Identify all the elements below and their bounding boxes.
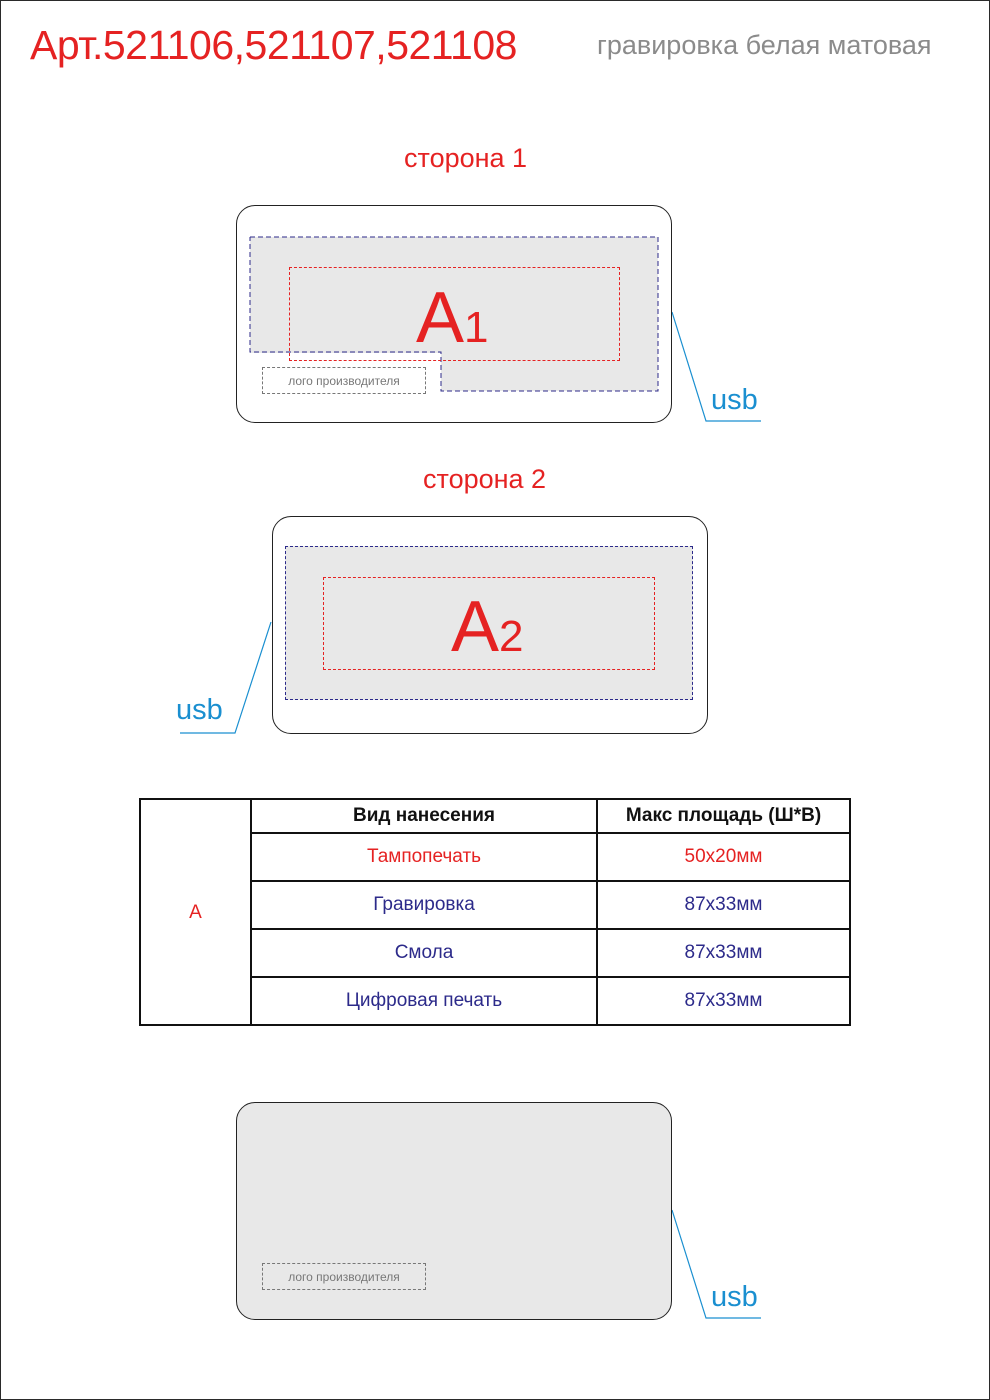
side2-label: сторона 2 xyxy=(423,464,547,494)
table-header-size: Макс площадь (Ш*В) xyxy=(597,799,850,833)
side1-label: сторона 1 xyxy=(404,143,528,173)
page-title: Арт.521106,521107,521108 xyxy=(30,22,517,68)
table-cell-method: Смола xyxy=(251,929,597,977)
table-cell-method: Гравировка xyxy=(251,881,597,929)
page-subtitle: гравировка белая матовая xyxy=(597,30,932,60)
table-cell-size: 50x20мм xyxy=(597,833,850,881)
table-cell-method: Цифровая печать xyxy=(251,977,597,1025)
side1-logo-placeholder: лого производителя xyxy=(262,367,426,394)
side1-area-label: A1 xyxy=(416,278,489,358)
table-area-letter: A xyxy=(140,799,251,1025)
table-header-method: Вид нанесения xyxy=(251,799,597,833)
table-cell-method: Тампопечать xyxy=(251,833,597,881)
table-cell-size: 87x33мм xyxy=(597,977,850,1025)
side2-area-label: A2 xyxy=(451,587,524,667)
side2-usb-label: usb xyxy=(176,694,223,726)
table-cell-size: 87x33мм xyxy=(597,929,850,977)
preview-usb-label: usb xyxy=(711,1281,758,1313)
application-table xyxy=(139,798,851,1026)
table-cell-size: 87x33мм xyxy=(597,881,850,929)
side1-usb-label: usb xyxy=(711,384,758,416)
preview-logo-placeholder: лого производителя xyxy=(262,1263,426,1290)
